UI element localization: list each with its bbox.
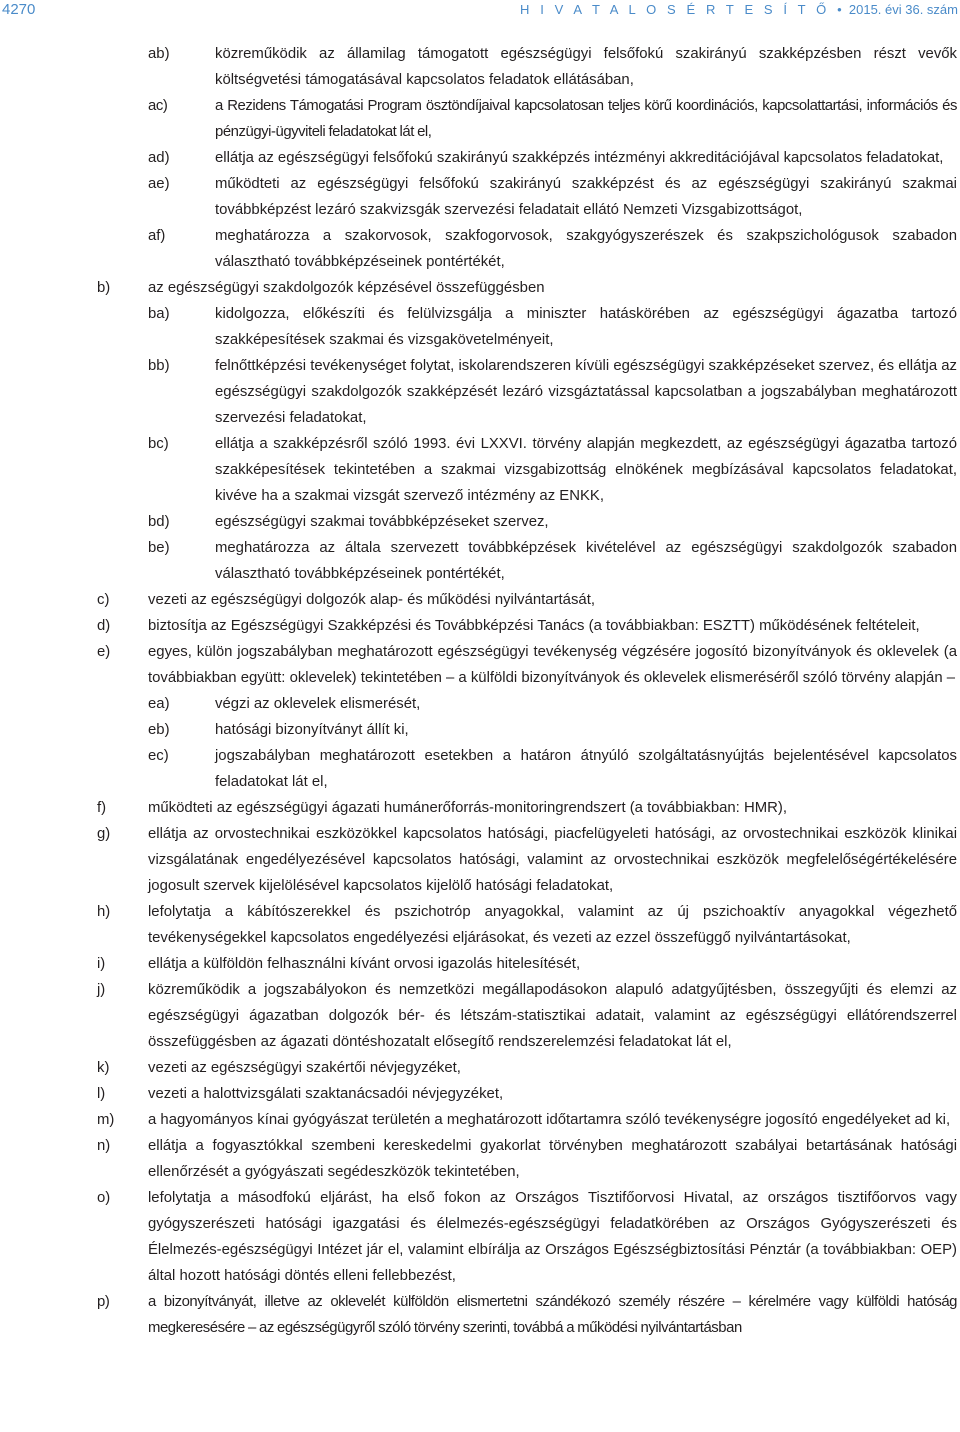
item-text: biztosítja az Egészségügyi Szakképzési és Továbbképzési Tanács (a továbbiakban: ESZTT) működésének feltételeit, <box>148 618 920 634</box>
item-text: meghatározza az általa szervezett továbbképzések kivételével az egészségügyi szakdolgozók szabadon választható továbbképzéseinek pontértékét, <box>215 540 957 582</box>
item-text: ellátja az egészségügyi felsőfokú szakirányú szakképzés intézményi akkreditációjával kapcsolatos feladatokat, <box>215 150 944 166</box>
page-header <box>0 0 960 22</box>
item-label: be) <box>148 540 170 556</box>
item-label: k) <box>97 1060 110 1076</box>
item-text: ellátja az orvostechnikai eszközökkel kapcsolatos hatósági, piacfelügyeleti hatósági, az orvostechnikai eszközök klinikai vizsgálatának engedélyezésével kapcsolatos hatósági, valamint az orvostechnikai eszközök megfelelőségértékelésére jogosult szervek kijelölésével kapcsolatos kijelölő hatósági feladatokat, <box>148 826 957 894</box>
list-item <box>0 171 960 223</box>
item-text: egyes, külön jogszabályban meghatározott egészségügyi tevékenység végzésére jogosító bizonyítványok és oklevelek (a továbbiakban együtt: oklevelek) tekintetében – a külföldi bizonyítványok és oklevelek elismeréséről szóló törvény alapján – <box>148 644 957 686</box>
list-item <box>0 821 960 899</box>
list-item <box>0 587 960 613</box>
list-item <box>0 41 960 93</box>
list-item <box>0 223 960 275</box>
header-bullet: • <box>837 2 842 17</box>
item-label: b) <box>97 280 111 296</box>
list-item <box>0 275 960 301</box>
item-text: hatósági bizonyítványt állít ki, <box>215 722 409 738</box>
item-label: ae) <box>148 176 170 192</box>
item-text: ellátja a szakképzésről szóló 1993. évi LXXVI. törvény alapján megkezdett, az egészségügyi ágazatba tartozó szakképesítések tekintetében a szakmai vizsgabizottság elnökének megbízásával kapcsolatos feladatokat, kivéve ha a szakmai vizsgát szervező intézmény az ENKK, <box>215 436 957 504</box>
item-label: e) <box>97 644 111 660</box>
list-item <box>0 717 960 743</box>
item-text: kidolgozza, előkészíti és felülvizsgálja a miniszter hatáskörében az egészségügyi ágazatba tartozó szakképesítések szakmai és vizsgakövetelményeit, <box>215 306 957 348</box>
list-item <box>0 431 960 509</box>
item-text: működteti az egészségügyi felsőfokú szakirányú szakképzést és az egészségügyi szakirányú szakmai továbbképzést lezáró szakvizsgák szervezési feladatait ellátó Nemzeti Vizsgabizottságot, <box>215 176 957 218</box>
item-label: ec) <box>148 748 169 764</box>
item-text: felnőttképzési tevékenységet folytat, iskolarendszeren kívüli egészségügyi szakképzéseket szervez, és ellátja az egészségügyi szakdolgozók szakképzését lezáró vizsgáztatással kapcsolatban a jogszabályban meghatározott szervezési feladatokat, <box>215 358 957 426</box>
item-label: j) <box>97 982 106 998</box>
item-text: a Rezidens Támogatási Program ösztöndíjaival kapcsolatosan teljes körű koordinációs, kapcsolattartási, információs és pénzügyi-ügyviteli feladatokat lát el, <box>215 98 957 140</box>
item-text: végzi az oklevelek elismerését, <box>215 696 421 712</box>
list-item <box>0 795 960 821</box>
list-item <box>0 1107 960 1133</box>
document-body <box>0 41 960 1341</box>
item-label: ab) <box>148 46 170 62</box>
item-text: ellátja a fogyasztókkal szembeni kereskedelmi gyakorlat törvényben meghatározott szabályai betartásának hatósági ellenőrzését a gyógyászati segédeszközök tekintetében, <box>148 1138 957 1180</box>
item-label: ad) <box>148 150 170 166</box>
item-text: a hagyományos kínai gyógyászat területén a meghatározott időtartamra szóló tevékenységre jogosító engedélyeket ad ki, <box>148 1112 951 1128</box>
item-text: közreműködik a jogszabályokon és nemzetközi megállapodásokon alapuló adatgyűjtésben, összegyűjti és elemzi az egészségügyi ágazatban dolgozók bér- és létszám-statisztikai adatait, valamint az egészségügyi ellátórendszerrel összefüggésben az ágazati döntéshozatalt elősegítő rendszerelemzési feladatokat lát el, <box>148 982 957 1050</box>
list-item <box>0 951 960 977</box>
list-item <box>0 977 960 1055</box>
item-text: a bizonyítványát, illetve az oklevelét külföldön elismertetni szándékozó személy részére – kérelmére vagy külföldi hatóság megkeresésére – az egészségügyről szóló törvény szerinti, továbbá a működési nyilvántartásban <box>148 1294 957 1336</box>
item-label: p) <box>97 1294 110 1310</box>
gazette-issue-line <box>520 2 958 17</box>
list-item <box>0 1133 960 1185</box>
item-label: l) <box>97 1086 106 1102</box>
item-text: lefolytatja a másodfokú eljárást, ha első fokon az Országos Tisztifőorvosi Hivatal, az országos tisztifőorvos vagy gyógyszerészeti hatósági igazgatási és élelmezés-egészségügyi feladatkörében az Országos Gyógyszerészeti és Élelmezés-egészségügyi Intézet jár el, valamint elbírálja az Országos Egészségbiztosítási Pénztár (a továbbiakban: OEP) által hozott hatósági döntés elleni fellebbezést, <box>148 1190 957 1284</box>
item-label: ac) <box>148 98 168 114</box>
item-label: n) <box>97 1138 111 1154</box>
list-item <box>0 899 960 951</box>
item-text: ellátja a külföldön felhasználni kívánt orvosi igazolás hitelesítését, <box>148 956 581 972</box>
list-item <box>0 613 960 639</box>
list-item <box>0 509 960 535</box>
item-text: meghatározza a szakorvosok, szakfogorvosok, szakgyógyszerészek és szakpszichológusok szabadon választható továbbképzéseinek pontértékét, <box>215 228 957 270</box>
issue-number: 2015. évi 36. szám <box>848 2 958 17</box>
item-label: g) <box>97 826 111 842</box>
item-label: ea) <box>148 696 170 712</box>
list-item <box>0 639 960 691</box>
list-item <box>0 1289 960 1341</box>
list-item <box>0 1185 960 1289</box>
list-item <box>0 535 960 587</box>
item-label: ba) <box>148 306 170 322</box>
item-label: m) <box>97 1112 115 1128</box>
item-text: közreműködik az államilag támogatott egészségügyi felsőfokú szakirányú szakképzésben részt vevők költségvetési támogatásával kapcsolatos feladatok ellátásában, <box>215 46 957 88</box>
item-label: i) <box>97 956 106 972</box>
item-text: lefolytatja a kábítószerekkel és pszichotróp anyagokkal, valamint az új pszichoaktív anyagokkal végezhető tevékenységekkel kapcsolatos engedélyezési eljárásokat, és vezeti az ezzel összefüggő nyilvántartásokat, <box>148 904 957 946</box>
item-text: vezeti a halottvizsgálati szaktanácsadói névjegyzéket, <box>148 1086 504 1102</box>
item-text: egészségügyi szakmai továbbképzéseket szervez, <box>215 514 549 530</box>
item-label: af) <box>148 228 166 244</box>
page-number: 4270 <box>2 1 36 18</box>
gazette-title: H I V A T A L O S É R T E S Í T Ő <box>520 2 830 17</box>
list-item <box>0 1081 960 1107</box>
item-text: vezeti az egészségügyi szakértői névjegyzéket, <box>148 1060 461 1076</box>
item-label: d) <box>97 618 111 634</box>
item-text: vezeti az egészségügyi dolgozók alap- és működési nyilvántartását, <box>148 592 595 608</box>
list-item <box>0 1055 960 1081</box>
item-label: bb) <box>148 358 170 374</box>
item-label: bd) <box>148 514 170 530</box>
item-label: bc) <box>148 436 169 452</box>
item-text: jogszabályban meghatározott esetekben a határon átnyúló szolgáltatásnyújtás bejelentésével kapcsolatos feladatokat lát el, <box>215 748 957 790</box>
list-item <box>0 691 960 717</box>
list-item <box>0 353 960 431</box>
list-item <box>0 301 960 353</box>
item-label: c) <box>97 592 110 608</box>
item-label: h) <box>97 904 111 920</box>
item-label: o) <box>97 1190 111 1206</box>
list-item <box>0 145 960 171</box>
item-text: működteti az egészségügyi ágazati humánerőforrás-monitoringrendszert (a továbbiakban: HMR), <box>148 800 787 816</box>
item-label: eb) <box>148 722 170 738</box>
list-item <box>0 93 960 145</box>
list-item <box>0 743 960 795</box>
item-text: az egészségügyi szakdolgozók képzésével összefüggésben <box>148 280 545 296</box>
item-label: f) <box>97 800 107 816</box>
